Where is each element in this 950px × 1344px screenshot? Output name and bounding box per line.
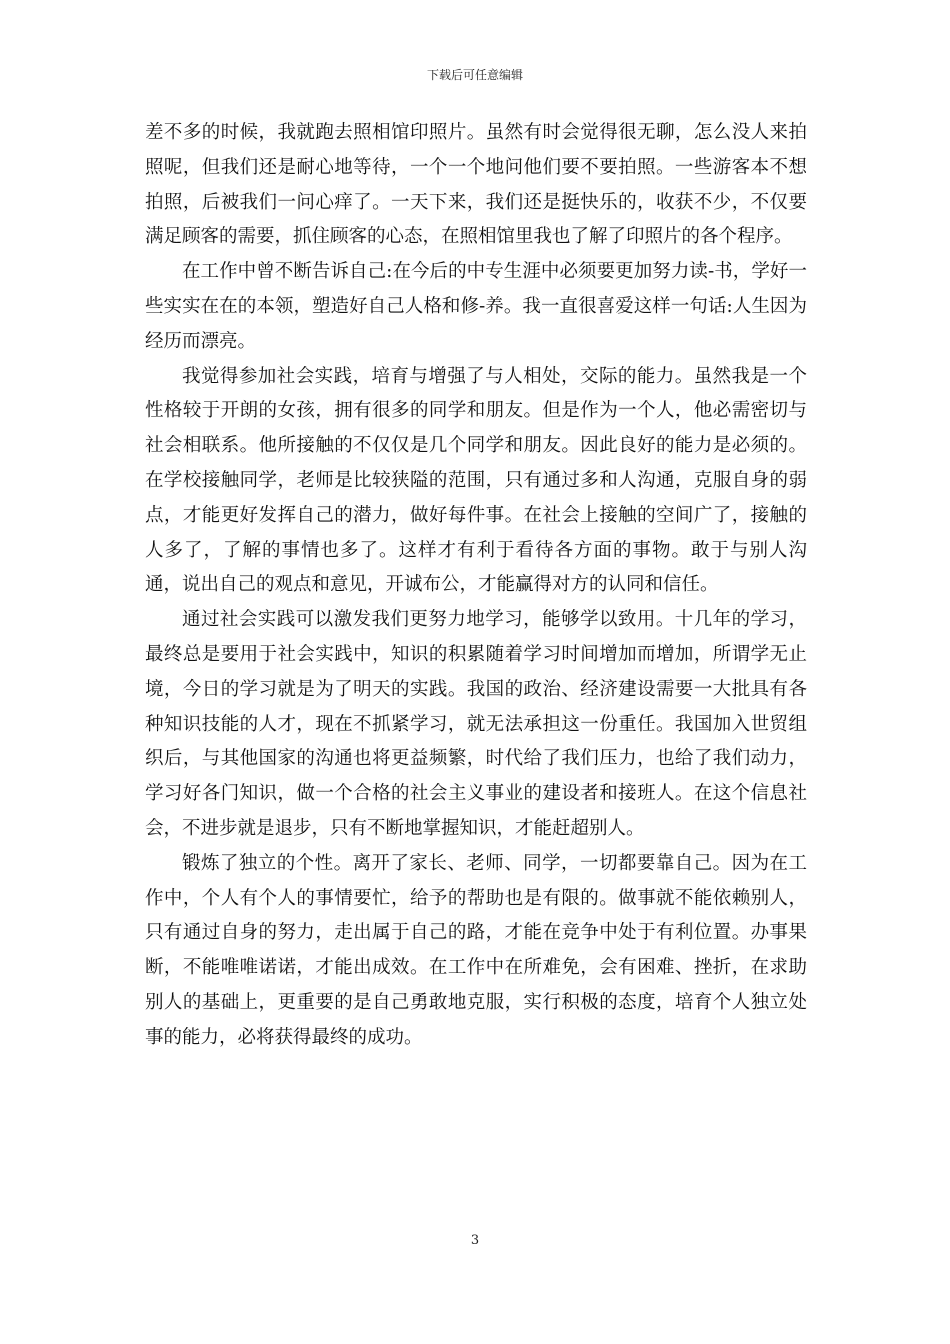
paragraph: 锻炼了独立的个性。离开了家长、老师、同学，一切都要靠自己。因为在工作中，个人有个人的事情要忙，给予的帮助也是有限的。做事就不能依赖别人，只有通过自身的努力，走出属于自己的路，才能在竞争中处于有利位置。办事果断，不能唯唯诺诺，才能出成效。在工作中在所难免，会有困难、挫折，在求助别人的基础上，更重要的是自己勇敢地克服，实行积极的态度，培育个人独立处事的能力，必将获得最终的成功。 (145, 852, 807, 1048)
paragraph-continuation: 差不多的时候，我就跑去照相馆印照片。虽然有时会觉得很无聊，怎么没人来拍照呢，但我们还是耐心地等待，一个一个地问他们要不要拍照。一些游客本不想拍照，后被我们一问心痒了。一天下来，我们还是挺快乐的，收获不少，不仅要满足顾客的需要，抓住顾客的心态，在照相馆里我也了解了印照片的各个程序。 (145, 122, 807, 248)
document-body (145, 116, 807, 1056)
page-header: 下载后可任意编辑 (426, 68, 523, 82)
paragraph: 在工作中曾不断告诉自己:在今后的中专生涯中必须要更加努力读-书，学好一些实实在在的本领，塑造好自己人格和修-养。我一直很喜爱这样一句话:人生因为经历而漂亮。 (145, 261, 807, 352)
paragraph: 我觉得参加社会实践，培育与增强了与人相处，交际的能力。虽然我是一个性格较于开朗的女孩，拥有很多的同学和朋友。但是作为一个人，他必需密切与社会相联系。他所接触的不仅仅是几个同学和朋友。因此良好的能力是必须的。在学校接触同学，老师是比较狭隘的范围，只有通过多和人沟通，克服自身的弱点，才能更好发挥自己的潜力，做好每件事。在社会上接触的空间广了，接触的人多了，了解的事情也多了。这样才有利于看待各方面的事物。敢于与别人沟通，说出自己的观点和意见，开诚布公，才能赢得对方的认同和信任。 (145, 365, 807, 596)
page-number: 3 (470, 1233, 480, 1248)
paragraph: 通过社会实践可以激发我们更努力地学习，能够学以致用。十几年的学习，最终总是要用于社会实践中，知识的积累随着学习时间增加而增加，所谓学无止境，今日的学习就是为了明天的实践。我国的政治、经济建设需要一大批具有各种知识技能的人才，现在不抓紧学习，就无法承担这一份重任。我国加入世贸组织后，与其他国家的沟通也将更益频繁，时代给了我们压力，也给了我们动力，学习好各门知识，做一个合格的社会主义事业的建设者和接班人。在这个信息社会，不进步就是退步，只有不断地掌握知识，才能赶超别人。 (145, 609, 807, 839)
